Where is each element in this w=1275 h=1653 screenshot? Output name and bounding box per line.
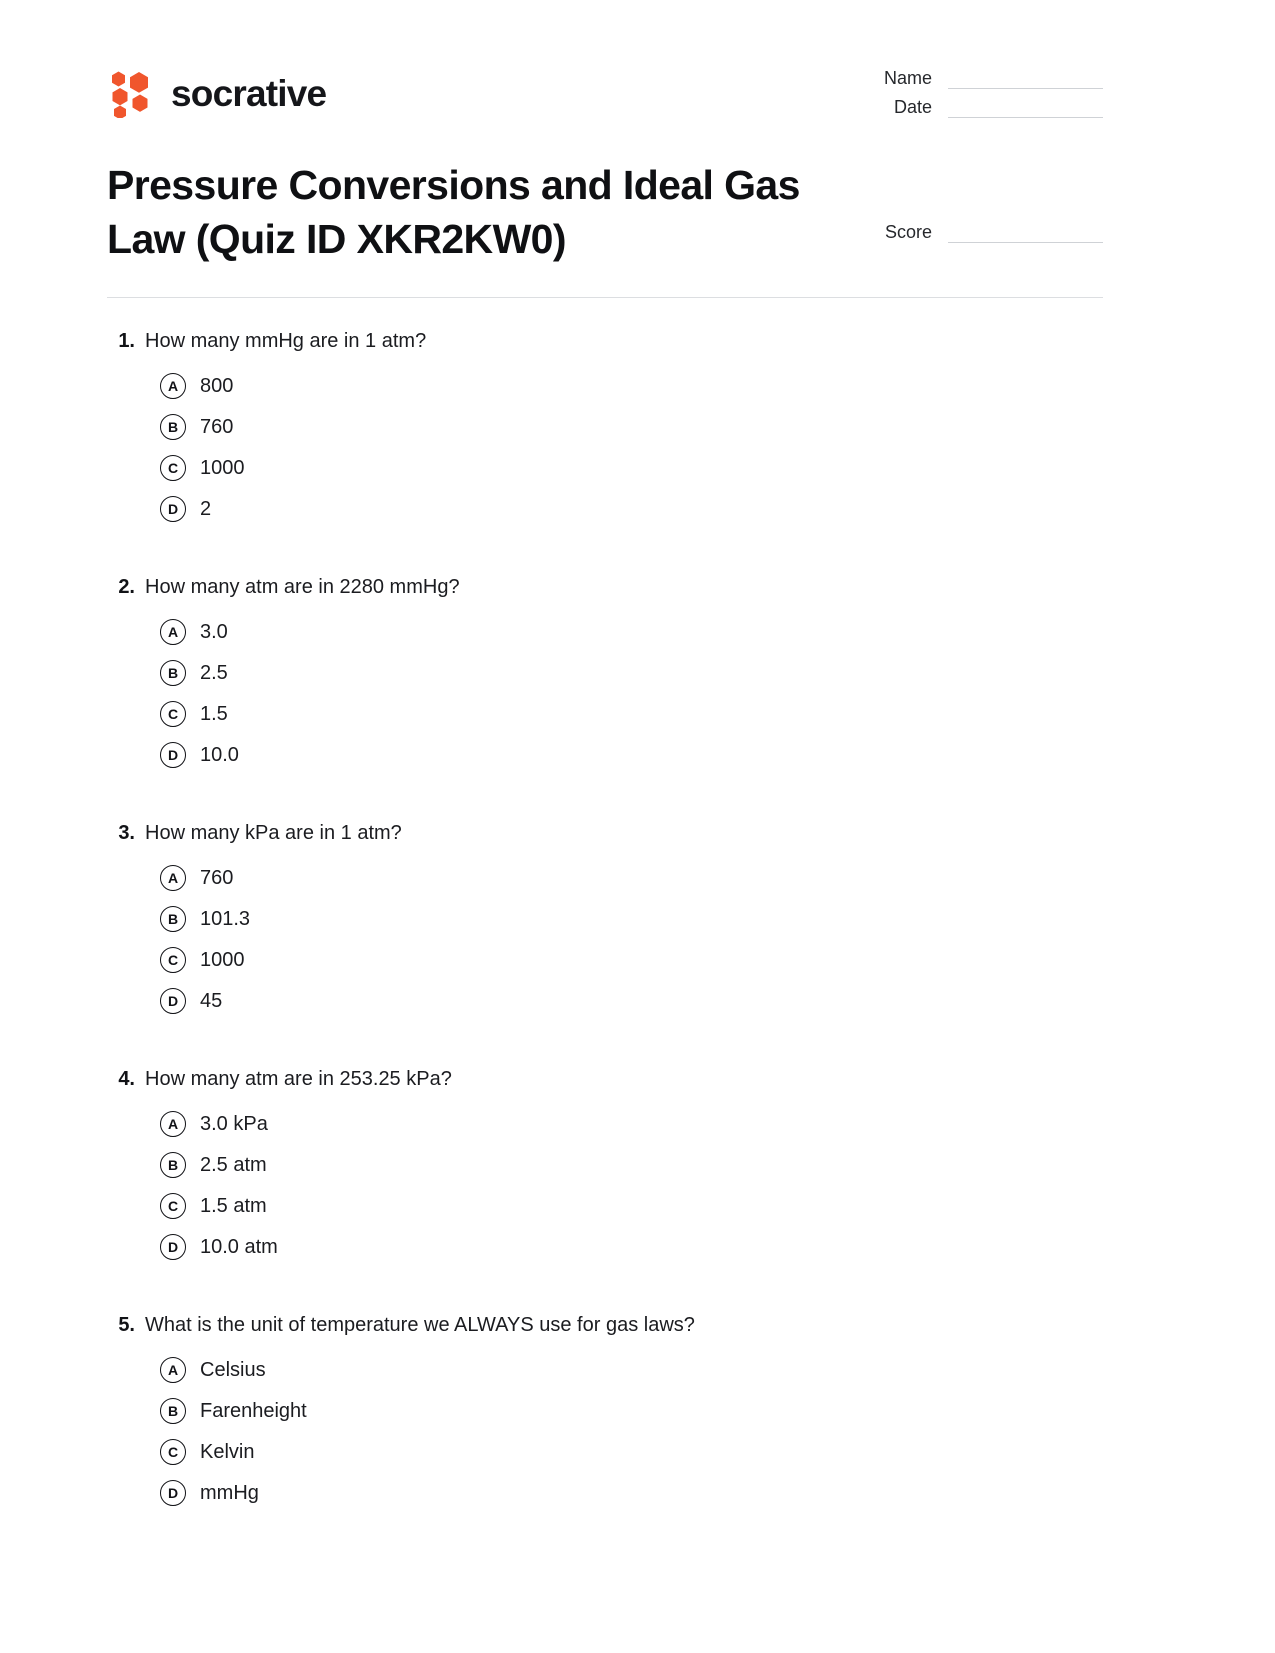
- header-divider: [107, 297, 1103, 298]
- option-list: [107, 1103, 1103, 1267]
- brand-name: socrative: [171, 72, 327, 114]
- option-bubble-a[interactable]: A: [160, 619, 186, 645]
- option-row[interactable]: [107, 1226, 1103, 1267]
- option-row[interactable]: [107, 652, 1103, 693]
- option-text: 3.0 kPa: [200, 1112, 268, 1135]
- option-text: 760: [200, 415, 234, 438]
- option-row[interactable]: [107, 1390, 1103, 1431]
- option-row[interactable]: [107, 1185, 1103, 1226]
- name-input-line[interactable]: [948, 88, 1103, 89]
- option-row[interactable]: [107, 1103, 1103, 1144]
- question-text: How many mmHg are in 1 atm?: [145, 330, 427, 352]
- option-bubble-a[interactable]: A: [160, 373, 186, 399]
- option-bubble-c[interactable]: C: [160, 1193, 186, 1219]
- option-text: 3.0: [200, 620, 228, 643]
- name-label: Name: [883, 68, 932, 88]
- option-text: 2.5: [200, 661, 228, 684]
- option-row[interactable]: [107, 693, 1103, 734]
- questions-list: [107, 325, 1103, 1513]
- option-row[interactable]: [107, 1144, 1103, 1185]
- option-row[interactable]: [107, 1349, 1103, 1390]
- option-row[interactable]: [107, 611, 1103, 652]
- option-row[interactable]: [107, 1472, 1103, 1513]
- date-input-line[interactable]: [948, 117, 1103, 118]
- option-bubble-b[interactable]: B: [160, 660, 186, 686]
- option-text: 800: [200, 374, 234, 397]
- option-row[interactable]: [107, 406, 1103, 447]
- option-bubble-c[interactable]: C: [160, 1439, 186, 1465]
- option-bubble-d[interactable]: D: [160, 988, 186, 1014]
- option-text: 10.0 atm: [200, 1235, 278, 1258]
- option-text: 1000: [200, 948, 245, 971]
- question-number: 4.: [118, 1068, 135, 1090]
- option-list: [107, 611, 1103, 775]
- option-list: [107, 1349, 1103, 1513]
- option-row[interactable]: [107, 447, 1103, 488]
- score-field-row: [867, 214, 1103, 243]
- option-text: 760: [200, 866, 234, 889]
- socrative-hexagon-logo-icon: [107, 68, 157, 118]
- question-block: [107, 325, 1103, 529]
- question-header: [107, 817, 1103, 849]
- option-row[interactable]: [107, 939, 1103, 980]
- option-text: Kelvin: [200, 1440, 255, 1463]
- option-list: [107, 365, 1103, 529]
- score-input-line[interactable]: [948, 242, 1103, 243]
- date-label: Date: [893, 97, 932, 117]
- question-block: [107, 817, 1103, 1021]
- option-row[interactable]: [107, 734, 1103, 775]
- question-header: [107, 1063, 1103, 1095]
- option-text: Farenheight: [200, 1399, 307, 1422]
- name-field-row: [867, 60, 1103, 89]
- option-row[interactable]: [107, 365, 1103, 406]
- option-text: mmHg: [200, 1481, 259, 1504]
- question-number: 3.: [118, 822, 135, 844]
- question-text: How many atm are in 253.25 kPa?: [145, 1068, 452, 1090]
- option-bubble-a[interactable]: A: [160, 1111, 186, 1137]
- option-row[interactable]: [107, 1431, 1103, 1472]
- date-field-row: [867, 89, 1103, 118]
- option-row[interactable]: [107, 488, 1103, 529]
- option-text: Celsius: [200, 1358, 266, 1381]
- option-bubble-b[interactable]: B: [160, 1398, 186, 1424]
- option-bubble-d[interactable]: D: [160, 1234, 186, 1260]
- option-text: 1.5: [200, 702, 228, 725]
- option-bubble-a[interactable]: A: [160, 865, 186, 891]
- score-label: Score: [884, 222, 932, 242]
- option-list: [107, 857, 1103, 1021]
- question-header: [107, 325, 1103, 357]
- page-title: Pressure Conversions and Ideal Gas Law (Quiz ID XKR2KW0): [107, 162, 800, 263]
- option-bubble-b[interactable]: B: [160, 1152, 186, 1178]
- question-block: [107, 1063, 1103, 1267]
- question-text: How many kPa are in 1 atm?: [145, 822, 402, 844]
- question-header: [107, 571, 1103, 603]
- question-number: 1.: [118, 330, 135, 352]
- option-bubble-c[interactable]: C: [160, 701, 186, 727]
- option-text: 1.5 atm: [200, 1194, 267, 1217]
- student-meta-fields: [867, 60, 1103, 243]
- option-text: 45: [200, 989, 223, 1012]
- question-text: How many atm are in 2280 mmHg?: [145, 576, 460, 598]
- option-bubble-b[interactable]: B: [160, 414, 186, 440]
- option-text: 101.3: [200, 907, 251, 930]
- option-bubble-b[interactable]: B: [160, 906, 186, 932]
- option-bubble-d[interactable]: D: [160, 496, 186, 522]
- question-number: 5.: [118, 1314, 135, 1336]
- option-bubble-c[interactable]: C: [160, 947, 186, 973]
- question-header: [107, 1309, 1103, 1341]
- option-text: 10.0: [200, 743, 239, 766]
- option-bubble-d[interactable]: D: [160, 742, 186, 768]
- brand-logo: [107, 68, 326, 118]
- option-row[interactable]: [107, 898, 1103, 939]
- option-text: 2.5 atm: [200, 1153, 267, 1176]
- option-text: 1000: [200, 456, 245, 479]
- question-number: 2.: [118, 576, 135, 598]
- option-bubble-d[interactable]: D: [160, 1480, 186, 1506]
- question-block: [107, 571, 1103, 775]
- question-text: What is the unit of temperature we ALWAYS use for gas laws?: [145, 1314, 695, 1336]
- option-row[interactable]: [107, 980, 1103, 1021]
- option-row[interactable]: [107, 857, 1103, 898]
- option-text: 2: [200, 497, 212, 520]
- option-bubble-c[interactable]: C: [160, 455, 186, 481]
- option-bubble-a[interactable]: A: [160, 1357, 186, 1383]
- question-block: [107, 1309, 1103, 1513]
